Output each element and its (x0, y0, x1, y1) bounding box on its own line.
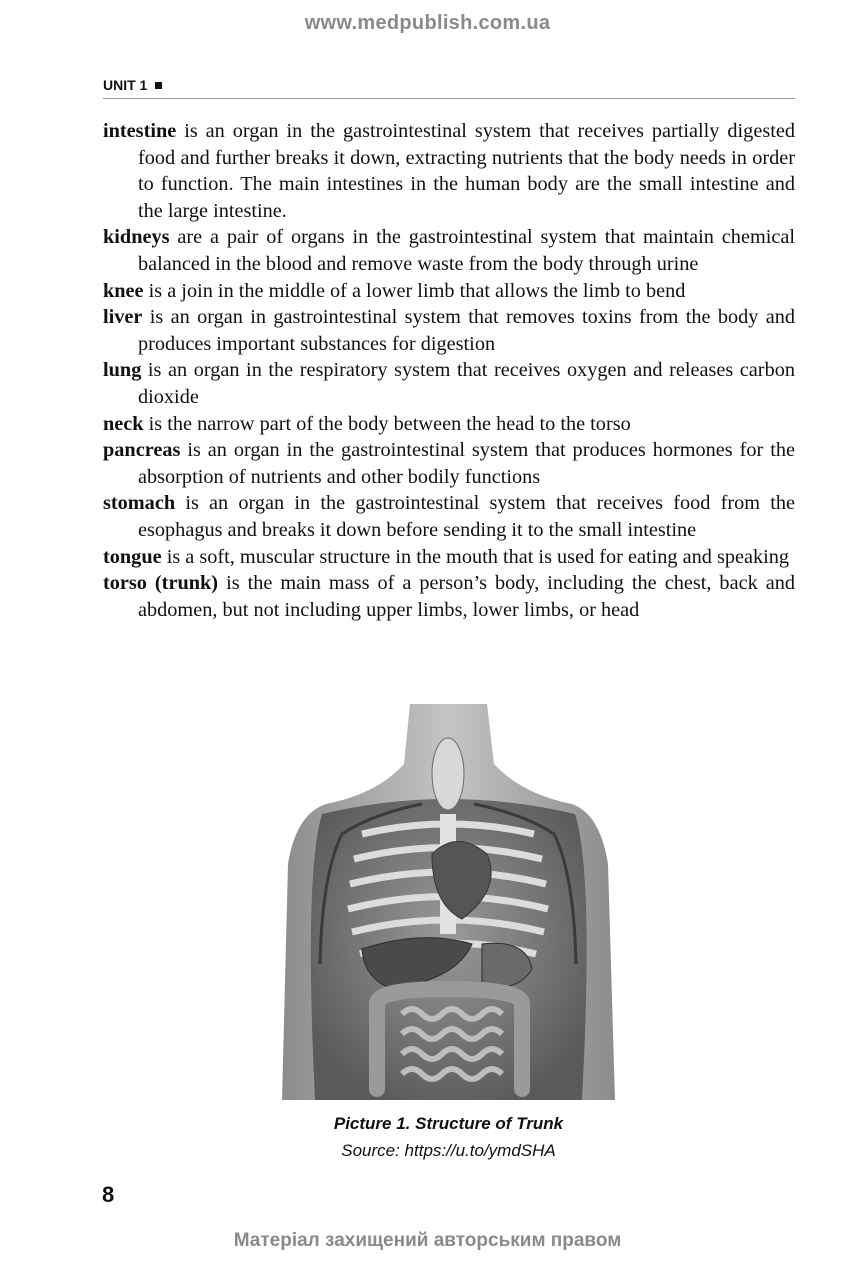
page-number: 8 (102, 1182, 115, 1207)
glossary-definition: is the narrow part of the body between the head to the torso (148, 412, 631, 435)
glossary-definition: is an organ in the gastrointestinal system that receives partially digested food and further breaks it down, extracting nutrients that the body needs in order to function. The main intestines in the human body are the small intestine and the large intestine. (138, 120, 795, 222)
glossary-entry (103, 411, 795, 438)
glossary-definition: is an organ in the respiratory system that receives oxygen and releases carbon dioxide (138, 359, 795, 408)
glossary-entry (103, 437, 795, 490)
glossary-definition: is a soft, muscular structure in the mouth that is used for eating and speaking (166, 545, 790, 568)
glossary-term: liver (103, 306, 143, 329)
glossary-definition: is an organ in the gastrointestinal system that receives food from the esophagus and breaks it down before sending it to the small intestine (138, 492, 795, 541)
glossary-entry (103, 357, 795, 410)
trachea-shape (432, 738, 464, 810)
glossary-entry (103, 278, 795, 305)
glossary-definition: is an organ in gastrointestinal system that removes toxins from the body and produces important substances for digestion (138, 306, 795, 355)
glossary-term: kidneys (103, 226, 170, 249)
header-square-icon (155, 82, 162, 89)
glossary-entry (103, 224, 795, 277)
glossary-definition: are a pair of organs in the gastrointestinal system that maintain chemical balanced in the blood and remove waste from the body through urine (138, 226, 795, 275)
glossary-term: torso (trunk) (103, 572, 219, 595)
glossary-term: intestine (103, 120, 177, 142)
glossary-term: knee (103, 279, 144, 302)
glossary-entry (103, 490, 795, 543)
glossary-entry (103, 118, 795, 224)
watermark-bottom: Матеріал захищений авторським правом (233, 1230, 622, 1251)
glossary-definition: is a join in the middle of a lower limb that allows the limb to bend (148, 279, 686, 302)
figure-caption: Picture 1. Structure of Trunk (333, 1114, 564, 1133)
glossary-term: tongue (103, 545, 162, 568)
glossary-term: lung (103, 359, 142, 382)
glossary-term: neck (103, 412, 144, 435)
watermark-top: www.medpublish.com.ua (304, 12, 551, 34)
glossary-list (103, 118, 795, 623)
glossary-term: stomach (103, 492, 176, 515)
trunk-anatomy-illustration (282, 704, 615, 1100)
glossary-entry (103, 304, 795, 357)
glossary-definition: is the main mass of a person’s body, including the chest, back and abdomen, but not including upper limbs, lower limbs, or head (138, 572, 796, 621)
glossary-definition: is an organ in the gastrointestinal system that produces hormones for the absorption of nutrients and other bodily functions (138, 439, 795, 488)
glossary-entry (103, 544, 795, 571)
glossary-term: pancreas (103, 439, 181, 462)
running-header (103, 76, 795, 99)
glossary-entry (103, 570, 795, 623)
figure-source: Source: https://u.to/ymdSHA (341, 1141, 556, 1160)
unit-label: UNIT 1 (103, 77, 148, 93)
